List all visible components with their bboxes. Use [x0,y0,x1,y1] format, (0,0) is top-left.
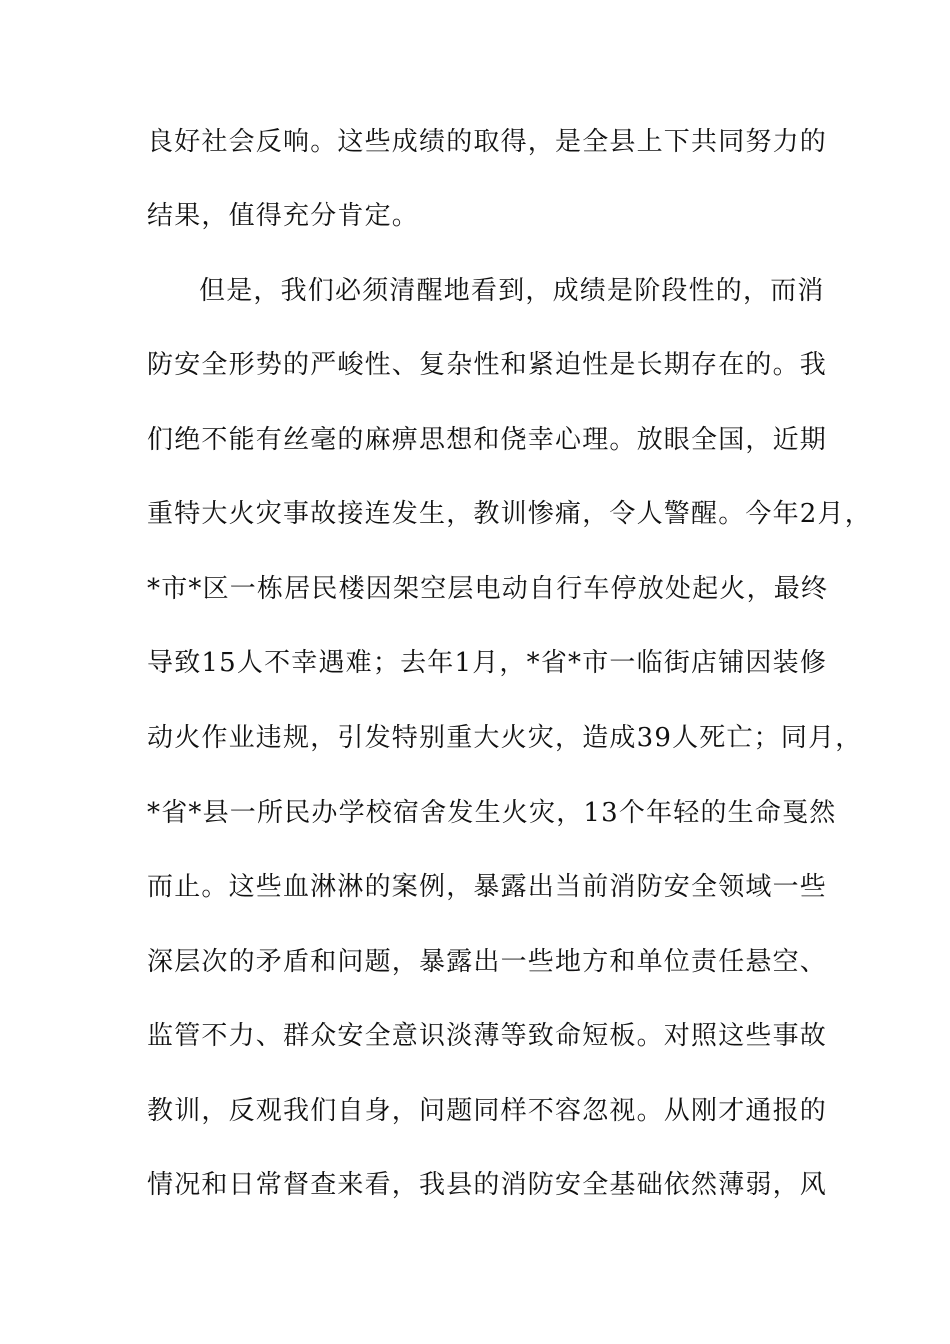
text-line: 而止。这些血淋淋的案例，暴露出当前消防安全领域一些 [147,872,828,902]
text-line: 深层次的矛盾和问题，暴露出一些地方和单位责任悬空、 [147,947,828,977]
text-line: *市*区一栋居民楼因架空层电动自行车停放处起火，最终 [147,574,829,604]
paragraph-first-line: 但是，我们必须清醒地看到，成绩是阶段性的，而消 [199,276,825,306]
text-line: 重特大火灾事故接连发生，教训惨痛，令人警醒。今年2月， [147,499,872,529]
text-line: 监管不力、群众安全意识淡薄等致命短板。对照这些事故 [147,1021,828,1051]
text-line: 情况和日常督查来看，我县的消防安全基础依然薄弱，风 [147,1170,828,1200]
text-line: 结果，值得充分肯定。 [147,201,420,231]
text-line: 们绝不能有丝毫的麻痹思想和侥幸心理。放眼全国，近期 [147,425,828,455]
text-line: 导致15人不幸遇难；去年1月，*省*市一临街店铺因装修 [147,648,828,678]
text-line: 良好社会反响。这些成绩的取得，是全县上下共同努力的 [147,127,828,157]
text-line: 教训，反观我们自身，问题同样不容忽视。从刚才通报的 [147,1096,828,1126]
text-line: 防安全形势的严峻性、复杂性和紧迫性是长期存在的。我 [147,350,828,380]
text-line: *省*县一所民办学校宿舍发生火灾，13个年轻的生命戛然 [147,798,837,828]
text-line: 动火作业违规，引发特别重大火灾，造成39人死亡；同月， [147,723,863,753]
